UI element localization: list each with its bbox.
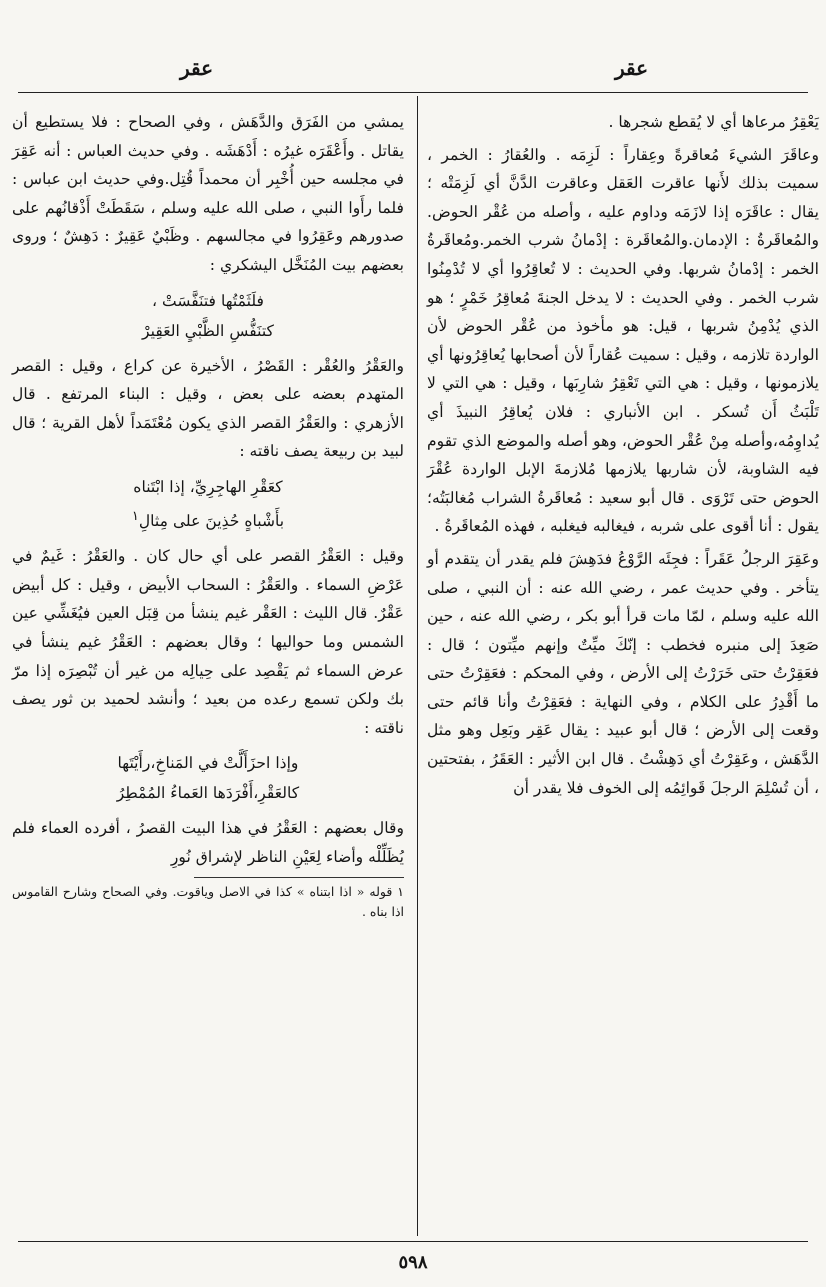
page-number: ٥٩٨ (398, 1252, 428, 1273)
verse-block (12, 748, 404, 808)
entry-paragraph: وقيل : العَقْرُ القصر على أي حال كان . والعَقْرُ : غَيمٌ في عَرْضِ السماء . والعَقْرُ : السحاب الأبيض ، وقيل : كل أبيض عَقْرٌ. قال الليث : العَقْر غيم ينشأ من قِبَل العين فيُغَشِّي عين الشمس وما حواليها ؛ وقال بعضهم : العَقْرُ غيم ينشأ في عرض السماء ثم يَقْصِد على حِيالِه من غير أن تُبْصِرَه إذا مرّ بك ولكن تسمع رعده من بعيد ؛ وأنشد لحميد بن ثور يصف ناقته : (12, 547, 404, 737)
verse-line: كالعَقْرِ،أَفْرَدَها العَماءُ المُمْطِرُ (116, 784, 300, 803)
verse-line: وإذا احزَأَلَّتْ في المَناخِ،رأَيْتَها (117, 754, 299, 773)
verse-line: كتنَفُّسِ الظَّبْيِ العَقِيرْ (142, 321, 274, 340)
entry-paragraph: يمشي من الفَرَق والدَّهَش ، وفي الصحاح : فلا يستطيع أن يقاتل . وأَعْقَرَه غيرُه : أَدْهَشَه . وفي حديث العباس : أنه عَقِرَ في مجلسه حين أُخْبِر أن محمداً قُتِل.وفي حديث ابن عباس : فلما رأَوا النبي ، صلى الله عليه وسلم ، سَقَطَتْ أَذْقانُهم على صدورهم وعَقِرُوا في مجالسهم . وظَبْيٌ عَقِيرٌ : دَهِشٌ ؛ وروى بعضهم بيت المُنَخَّل اليشكري : (12, 113, 404, 274)
header-rule (18, 92, 808, 93)
page-header (0, 0, 826, 90)
verse-line: فلَثَمْتُها فتنَفَّسَتْ ، (152, 291, 264, 310)
verse-line: كعَقْرِ الهاجِرِيِّ، إذا ابْتَناه (133, 477, 283, 496)
footer-rule (18, 1241, 808, 1242)
header-keyword-left: عقر (180, 56, 214, 80)
verse-text: بأَشْباهٍ حُذِينَ على مِثالِ (138, 512, 285, 531)
left-column (12, 108, 404, 922)
entry-paragraph: يَعْقِرُ مرعاها أي لا يُقطع شجرها . (608, 113, 819, 131)
header-keyword-right: عقر (615, 56, 649, 80)
verse-block (12, 286, 404, 346)
footnote: ١ قوله « اذا ابتناه » كذا في الاصل وياقوت. وفي الصحاح وشارح القاموس اذا بناه . (12, 884, 404, 920)
column-divider (417, 96, 418, 1236)
footnote-marker: ١ (131, 508, 139, 524)
right-column (427, 108, 819, 806)
entry-paragraph: وقال بعضهم : العَقْرُ في هذا البيت القصرُ ، أفرده العماء فلم يُظَلِّلْه وأضاء لِعَيْنِ الناظر لإشراق نُورِ (12, 819, 404, 866)
verse-block (12, 472, 404, 536)
entry-paragraph: والعَقْرُ والعُقْر : القَصْرُ ، الأخيرة عن كراع ، وقيل : القصر المتهدم بعضه على بعض ، وقيل : البناء المرتفع . قال الأزهري : والعَقْرُ القصر الذي يكون مُعْتَمَداً لأهل القرية ؛ قال لبيد بن ربيعة يصف ناقته : (12, 356, 404, 461)
footnote-rule (194, 877, 404, 878)
entry-paragraph: وعَقِرَ الرجلُ عَقَراً : فجِئَه الرَّوْعُ فدَهِشَ فلم يقدر أن يتقدم أو يتأخر . وفي حديث عمر ، رضي الله عنه : أن النبي ، صلى الله عليه وسلم ، لمّا مات قرأ أبو بكر ، رضي الله عنه ، حين صَعِدَ إلى منبره فخطب : إنّكَ ميِّتٌ وإنهم ميِّتون ؛ قال : فعَقِرْتُ حتى خَرَرْتُ إلى الأرض ، وفي المحكم : فعَقِرْتُ حتى ما أَقْدِرُ على الكلام ، وفي النهاية : فعَقِرْتُ وأنا قائم حتى وقعت إلى الأرض ؛ قال أبو عبيد : يقال عَقِر وبَعِل وهو مثل الدَّهَش ، وعَقِرْتُ أي دَهِشْتُ . قال ابن الأثير : العَقَرُ ، بفتحتين ، أن تُسْلِمَ الرجلَ قَوائِمُه إلى الخوف فلا يقدر أن (427, 549, 819, 797)
verse-line (12, 502, 404, 536)
entry-paragraph: وعاقَرَ الشيءَ مُعاقرةً وعِقاراً : لَزِمَه . والعُقارُ : الخمر ، سميت بذلك لأَنها عاقرت العَقل وعاقرت الدَّنَّ أي لَزِمَتْه ؛ يقال : عاقَرَه إذا لازَمَه وداوم عليه ، وأصله من عُقْر الحوض. والمُعاقَرةُ : الإدمان.والمُعاقَرة : إدْمانُ شرب الخمر.ومُعاقَرةُ الخمر : إدْمانُ شربها. وفي الحديث : لا تُعاقِرُوا أي لا تُدْمِنُوا شرب الخمر . وفي الحديث : لا يدخل الجنةَ مُعاقِرُ خَمْرٍ ؛ هو الذي يُدْمِنُ شربها ، قيل: هو مأخوذ من عُقْر الحوض لأن الواردة تلازمه ، وقيل : سميت عُقاراً لأن أصحابها يُعاقِرُونها أي يلازمونها ، وقيل : هي التي تَعْقِرُ شارِبَها ، وقيل : هي التي لا تَلْبَثُ أَن تُسكر . ابن الأنباري : فلان يُعاقِرُ النبيذَ أي يُداوِمُه،وأصله مِنْ عُقْر الحوض، وهو أصله والموضع الذي تقوم فيه الشاوبة، لأن شاربها يلازمها مُلازمةَ الإبل الواردة عُقْرَ الحوض حتى تَرْوَى . قال أبو سعيد : مُعاقَرةُ الشراب مُغالبَتُه؛ يقول : أنا أقوى على شربه ، فيغالبه فيغلبه ، فهذه المُعاقَرةُ . (427, 145, 819, 536)
